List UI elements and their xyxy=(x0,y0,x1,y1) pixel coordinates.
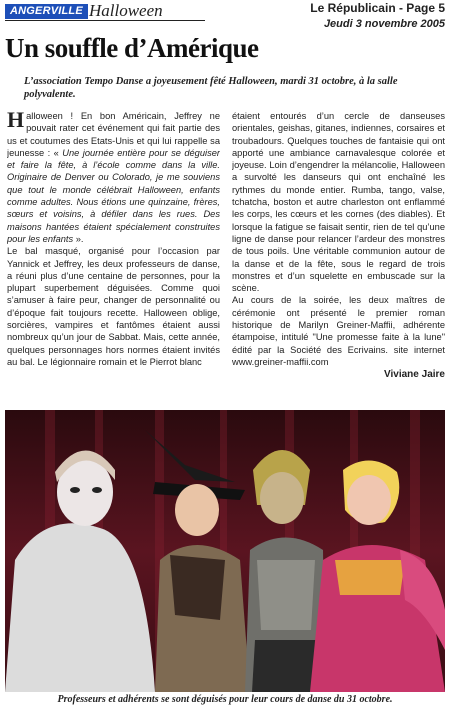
section-tag: ANGERVILLE xyxy=(5,4,88,19)
author-signature: Viviane Jaire xyxy=(384,369,445,381)
page-header xyxy=(5,2,445,30)
quote-text: Une journée entière pour se déguiser et faire la fête, à l’école comme dans la ville. Originaire de Denver ou Colorado, je me souviens que tout le monde célébrait Halloween, enfants comme adultes. Nous étions une quinzaine, frères, sœurs et voisins, à défiler dans les rues. Des maisons hantées étaient spécialement construites pour les enfants xyxy=(7,147,220,244)
article-column-2 xyxy=(232,110,445,406)
text-run: alloween ! En bon Américain, Jeffrey ne pouvait rater cet événement qui fait partie des us et coutumes des Etats-Unis et qui lui rappelle sa jeunesse : « xyxy=(7,111,220,158)
headline: Un souffle d’Amérique xyxy=(5,33,259,63)
costumed-dancers-photo xyxy=(5,410,445,692)
header-rule xyxy=(5,20,205,21)
rubric-title: Halloween xyxy=(89,1,163,20)
article-lead: L’association Tempo Danse a joyeusement fêté Halloween, mardi 31 octobre, à la salle polyvalente. xyxy=(24,76,398,100)
article-column-1 xyxy=(7,110,220,406)
paragraph xyxy=(7,110,220,245)
photo-caption: Professeurs et adhérents se sont déguisés pour leur cours de danse du 31 octobre. xyxy=(57,694,393,705)
text-run: ». xyxy=(73,233,84,244)
paragraph: Au cours de la soirée, les deux maîtres de cérémonie ont présenté le premier roman historique de Marilyn Greiner-Maffii, adhérente étampoise, intitulé "Une promesse faite à la lune" édité par la Société des Ecrivains. site internet www.greiner-maffii.com xyxy=(232,295,445,367)
paragraph: Le bal masqué, organisé pour l’occasion par Yannick et Jeffrey, les deux professeurs de danse, a réuni plus d’une centaine de personnes, pour la plupart superbement déguisées. Comme quoi s’amuser à faire peur, changer de personnalité ou d’époque fait toujours recette. Halloween oblige, sorcières, vampires et fantômes étaient aussi nombreux qu’un jour de Sabbat. Mais, cette année, quelques personnages hors normes étaient invités au bal. Le légionnaire romain et le Pierrot blanc xyxy=(7,246,220,367)
article-photo xyxy=(5,410,445,692)
paragraph: étaient entourés d’un cercle de danseuses orientales, geishas, gitanes, indiennes, corsaires et troubadours. Quelques touches de fantaisie qui ont apporté une ambiance carnavalesque colorée et joyeuse. Loin d’engendrer la mélancolie, Halloween a survolté les danseurs qui ont enchaîné les rythmes du monde entier. Rumba, tango, valse, tchatcha, boston et autre charleston ont enflammé les corps, les cœurs et les cornes (des diables). Et lorsque la fatigue se faisait sentir, rien de tel qu’une ligne de danse pour relancer l’ardeur des monstres de tous poils. Une véritable communion autour de la danse et de la fête, sous le regard de trois monstres et d’un squelette en embuscade sur la scène. xyxy=(232,111,445,294)
issue-date: Jeudi 3 novembre 2005 xyxy=(323,18,445,30)
drop-cap: H xyxy=(7,110,25,132)
newspaper-name: Le Républicain - Page 5 xyxy=(310,1,445,15)
